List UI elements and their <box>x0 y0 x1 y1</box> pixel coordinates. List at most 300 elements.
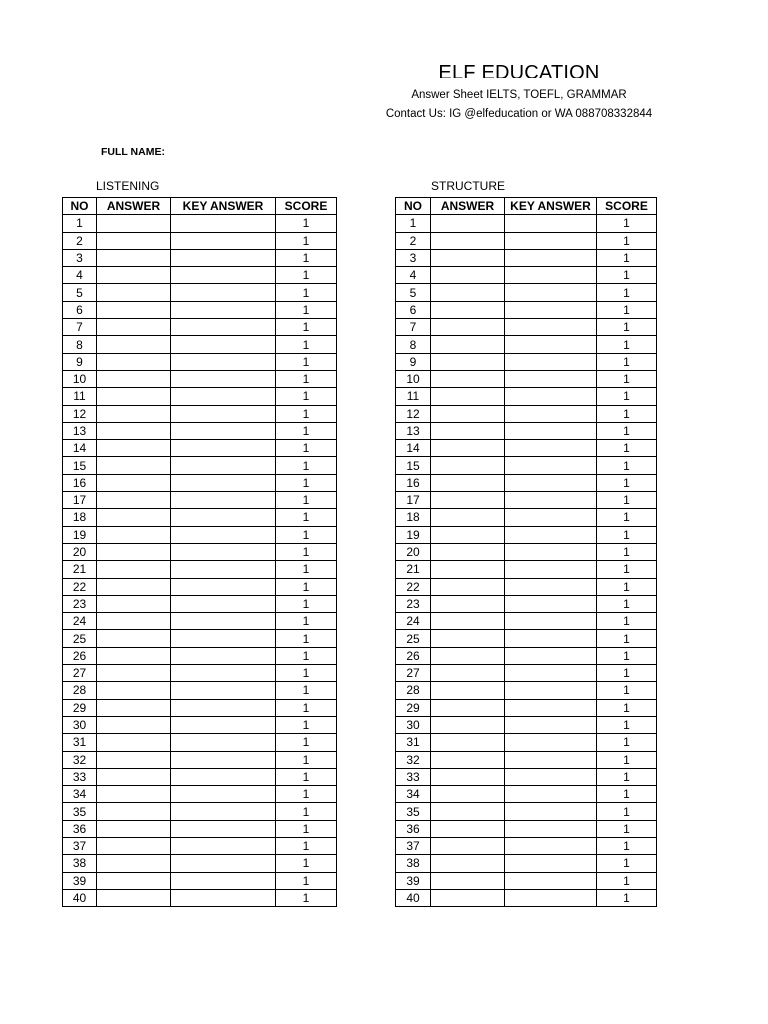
document-subtitle: Answer Sheet IELTS, TOEFL, GRAMMAR <box>411 89 627 101</box>
score-cell: 1 <box>276 665 337 682</box>
table-row <box>396 509 657 526</box>
row-number-cell: 12 <box>63 405 97 422</box>
answer-cell[interactable] <box>431 284 505 301</box>
column-header-no: NO <box>396 198 431 215</box>
answer-cell[interactable] <box>97 803 171 820</box>
table-row <box>396 301 657 318</box>
answer-cell[interactable] <box>431 786 505 803</box>
score-cell: 1 <box>597 855 657 872</box>
answer-cell[interactable] <box>431 889 505 906</box>
table-row <box>63 855 337 872</box>
key-answer-cell[interactable] <box>171 440 276 457</box>
table-row <box>396 405 657 422</box>
row-number-cell: 26 <box>396 647 431 664</box>
answer-cell[interactable] <box>431 267 505 284</box>
answer-cell[interactable] <box>97 768 171 785</box>
answer-cell[interactable] <box>431 820 505 837</box>
score-cell: 1 <box>276 336 337 353</box>
row-number-cell: 29 <box>63 699 97 716</box>
row-number-cell: 8 <box>63 336 97 353</box>
table-row <box>396 647 657 664</box>
score-cell: 1 <box>597 889 657 906</box>
row-number-cell: 28 <box>63 682 97 699</box>
table-header-row <box>63 198 337 215</box>
answer-cell[interactable] <box>97 370 171 387</box>
answer-cell[interactable] <box>431 474 505 491</box>
table-row <box>63 284 337 301</box>
answer-cell[interactable] <box>431 543 505 560</box>
table-row <box>63 665 337 682</box>
table-row <box>63 492 337 509</box>
answer-cell[interactable] <box>97 526 171 543</box>
score-cell: 1 <box>276 492 337 509</box>
answer-cell[interactable] <box>97 630 171 647</box>
column-header-score: SCORE <box>597 198 657 215</box>
table-row <box>63 301 337 318</box>
key-answer-cell[interactable] <box>171 820 276 837</box>
answer-cell[interactable] <box>431 561 505 578</box>
answer-cell[interactable] <box>97 647 171 664</box>
table-row <box>63 509 337 526</box>
key-answer-cell[interactable] <box>505 803 597 820</box>
row-number-cell: 32 <box>396 751 431 768</box>
answer-cell[interactable] <box>431 682 505 699</box>
table-row <box>396 215 657 232</box>
answer-cell[interactable] <box>431 595 505 612</box>
score-cell: 1 <box>276 613 337 630</box>
table-row <box>63 595 337 612</box>
score-cell: 1 <box>276 370 337 387</box>
key-answer-cell[interactable] <box>505 215 597 232</box>
key-answer-cell[interactable] <box>505 561 597 578</box>
table-row <box>396 457 657 474</box>
answer-cell[interactable] <box>97 734 171 751</box>
table-row <box>396 267 657 284</box>
key-answer-cell[interactable] <box>171 422 276 439</box>
key-answer-cell[interactable] <box>171 543 276 560</box>
answer-cell[interactable] <box>97 872 171 889</box>
row-number-cell: 32 <box>63 751 97 768</box>
key-answer-cell[interactable] <box>171 578 276 595</box>
answer-cell[interactable] <box>431 647 505 664</box>
key-answer-cell[interactable] <box>505 284 597 301</box>
score-cell: 1 <box>276 215 337 232</box>
table-row <box>63 647 337 664</box>
answer-cell[interactable] <box>97 682 171 699</box>
answer-cell[interactable] <box>97 613 171 630</box>
answer-cell[interactable] <box>97 716 171 733</box>
table-row <box>63 682 337 699</box>
table-row <box>396 543 657 560</box>
row-number-cell: 35 <box>396 803 431 820</box>
answer-cell[interactable] <box>431 613 505 630</box>
key-answer-cell[interactable] <box>505 232 597 249</box>
score-cell: 1 <box>276 543 337 560</box>
score-cell: 1 <box>597 734 657 751</box>
key-answer-cell[interactable] <box>505 474 597 491</box>
table-row <box>63 578 337 595</box>
table-row <box>63 630 337 647</box>
table-row <box>396 440 657 457</box>
score-cell: 1 <box>597 630 657 647</box>
answer-cell[interactable] <box>431 370 505 387</box>
key-answer-cell[interactable] <box>171 215 276 232</box>
table-row <box>396 613 657 630</box>
answer-cell[interactable] <box>431 232 505 249</box>
table-row <box>396 353 657 370</box>
answer-cell[interactable] <box>97 267 171 284</box>
score-cell: 1 <box>276 457 337 474</box>
row-number-cell: 10 <box>396 370 431 387</box>
key-answer-cell[interactable] <box>171 647 276 664</box>
score-cell: 1 <box>276 630 337 647</box>
key-answer-cell[interactable] <box>505 734 597 751</box>
key-answer-cell[interactable] <box>171 388 276 405</box>
key-answer-cell[interactable] <box>505 889 597 906</box>
row-number-cell: 33 <box>63 768 97 785</box>
table-row <box>396 526 657 543</box>
answer-cell[interactable] <box>97 284 171 301</box>
answer-cell[interactable] <box>97 232 171 249</box>
answer-cell[interactable] <box>431 457 505 474</box>
row-number-cell: 24 <box>63 613 97 630</box>
key-answer-cell[interactable] <box>171 872 276 889</box>
table-row <box>396 388 657 405</box>
answer-cell[interactable] <box>97 440 171 457</box>
row-number-cell: 7 <box>396 319 431 336</box>
key-answer-cell[interactable] <box>505 872 597 889</box>
answer-cell[interactable] <box>431 319 505 336</box>
table-row <box>63 768 337 785</box>
table-row <box>63 837 337 854</box>
table-row <box>63 319 337 336</box>
table-row <box>396 474 657 491</box>
answer-cell[interactable] <box>97 751 171 768</box>
key-answer-cell[interactable] <box>505 768 597 785</box>
score-cell: 1 <box>597 474 657 491</box>
score-cell: 1 <box>276 232 337 249</box>
answer-cell[interactable] <box>431 578 505 595</box>
table-row <box>63 751 337 768</box>
score-cell: 1 <box>276 422 337 439</box>
score-cell: 1 <box>597 319 657 336</box>
answer-cell[interactable] <box>97 855 171 872</box>
key-answer-cell[interactable] <box>171 492 276 509</box>
key-answer-cell[interactable] <box>505 526 597 543</box>
row-number-cell: 22 <box>396 578 431 595</box>
row-number-cell: 2 <box>63 232 97 249</box>
score-cell: 1 <box>597 422 657 439</box>
answer-cell[interactable] <box>97 561 171 578</box>
table-row <box>396 492 657 509</box>
answer-cell[interactable] <box>97 301 171 318</box>
score-cell: 1 <box>276 353 337 370</box>
answer-cell[interactable] <box>97 578 171 595</box>
table-row <box>396 820 657 837</box>
key-answer-cell[interactable] <box>505 440 597 457</box>
key-answer-cell[interactable] <box>171 249 276 266</box>
key-answer-cell[interactable] <box>171 699 276 716</box>
table-row <box>63 422 337 439</box>
row-number-cell: 16 <box>63 474 97 491</box>
row-number-cell: 22 <box>63 578 97 595</box>
row-number-cell: 12 <box>396 405 431 422</box>
row-number-cell: 4 <box>63 267 97 284</box>
key-answer-cell[interactable] <box>505 492 597 509</box>
answer-cell[interactable] <box>97 492 171 509</box>
contact-info: Contact Us: IG @elfeducation or WA 088708332844 <box>385 108 653 120</box>
listening-answer-table <box>62 197 337 907</box>
table-row <box>396 803 657 820</box>
table-row <box>63 699 337 716</box>
answer-cell[interactable] <box>97 595 171 612</box>
answer-cell[interactable] <box>431 872 505 889</box>
table-row <box>63 820 337 837</box>
table-row <box>63 370 337 387</box>
row-number-cell: 23 <box>63 595 97 612</box>
score-cell: 1 <box>597 249 657 266</box>
answer-cell[interactable] <box>97 249 171 266</box>
answer-cell[interactable] <box>431 422 505 439</box>
key-answer-cell[interactable] <box>171 232 276 249</box>
key-answer-cell[interactable] <box>171 716 276 733</box>
key-answer-cell[interactable] <box>505 837 597 854</box>
answer-cell[interactable] <box>431 855 505 872</box>
score-cell: 1 <box>276 267 337 284</box>
table-row <box>396 284 657 301</box>
key-answer-cell[interactable] <box>171 751 276 768</box>
key-answer-cell[interactable] <box>171 319 276 336</box>
score-cell: 1 <box>597 543 657 560</box>
table-row <box>63 803 337 820</box>
answer-cell[interactable] <box>431 388 505 405</box>
row-number-cell: 39 <box>396 872 431 889</box>
key-answer-cell[interactable] <box>505 630 597 647</box>
answer-cell[interactable] <box>97 543 171 560</box>
score-cell: 1 <box>597 699 657 716</box>
answer-cell[interactable] <box>97 353 171 370</box>
key-answer-cell[interactable] <box>505 353 597 370</box>
score-cell: 1 <box>597 872 657 889</box>
listening-section-title: LISTENING <box>96 179 160 193</box>
table-row <box>63 872 337 889</box>
key-answer-cell[interactable] <box>505 543 597 560</box>
key-answer-cell[interactable] <box>171 855 276 872</box>
table-row <box>396 336 657 353</box>
row-number-cell: 36 <box>63 820 97 837</box>
table-row <box>396 855 657 872</box>
row-number-cell: 3 <box>63 249 97 266</box>
answer-cell[interactable] <box>97 388 171 405</box>
key-answer-cell[interactable] <box>505 716 597 733</box>
answer-cell[interactable] <box>431 768 505 785</box>
key-answer-cell[interactable] <box>171 786 276 803</box>
row-number-cell: 34 <box>63 786 97 803</box>
answer-cell[interactable] <box>97 215 171 232</box>
score-cell: 1 <box>276 682 337 699</box>
key-answer-cell[interactable] <box>505 786 597 803</box>
key-answer-cell[interactable] <box>171 509 276 526</box>
key-answer-cell[interactable] <box>171 457 276 474</box>
score-cell: 1 <box>597 837 657 854</box>
key-answer-cell[interactable] <box>171 561 276 578</box>
row-number-cell: 10 <box>63 370 97 387</box>
answer-cell[interactable] <box>97 699 171 716</box>
row-number-cell: 18 <box>63 509 97 526</box>
key-answer-cell[interactable] <box>171 595 276 612</box>
key-answer-cell[interactable] <box>171 526 276 543</box>
answer-cell[interactable] <box>431 803 505 820</box>
table-row <box>396 319 657 336</box>
answer-cell[interactable] <box>431 301 505 318</box>
answer-cell[interactable] <box>431 215 505 232</box>
row-number-cell: 40 <box>396 889 431 906</box>
table-row <box>63 405 337 422</box>
answer-cell[interactable] <box>97 837 171 854</box>
score-cell: 1 <box>276 319 337 336</box>
key-answer-cell[interactable] <box>171 682 276 699</box>
key-answer-cell[interactable] <box>505 509 597 526</box>
key-answer-cell[interactable] <box>505 267 597 284</box>
table-row <box>63 232 337 249</box>
key-answer-cell[interactable] <box>505 613 597 630</box>
score-cell: 1 <box>276 405 337 422</box>
answer-cell[interactable] <box>431 699 505 716</box>
answer-cell[interactable] <box>97 336 171 353</box>
document-title: ELF EDUCATION <box>438 62 600 78</box>
score-cell: 1 <box>597 768 657 785</box>
answer-cell[interactable] <box>431 440 505 457</box>
answer-cell[interactable] <box>431 734 505 751</box>
table-row <box>63 786 337 803</box>
key-answer-cell[interactable] <box>171 405 276 422</box>
row-number-cell: 25 <box>63 630 97 647</box>
row-number-cell: 16 <box>396 474 431 491</box>
key-answer-cell[interactable] <box>171 665 276 682</box>
row-number-cell: 1 <box>396 215 431 232</box>
key-answer-cell[interactable] <box>505 457 597 474</box>
score-cell: 1 <box>597 215 657 232</box>
table-row <box>396 682 657 699</box>
table-row <box>63 543 337 560</box>
answer-cell[interactable] <box>431 509 505 526</box>
table-row <box>396 422 657 439</box>
key-answer-cell[interactable] <box>171 768 276 785</box>
key-answer-cell[interactable] <box>171 301 276 318</box>
answer-cell[interactable] <box>97 319 171 336</box>
key-answer-cell[interactable] <box>171 336 276 353</box>
row-number-cell: 25 <box>396 630 431 647</box>
table-row <box>396 889 657 906</box>
key-answer-cell[interactable] <box>505 699 597 716</box>
key-answer-cell[interactable] <box>505 336 597 353</box>
score-cell: 1 <box>276 716 337 733</box>
answer-cell[interactable] <box>431 837 505 854</box>
key-answer-cell[interactable] <box>505 301 597 318</box>
structure-answer-table <box>395 197 657 907</box>
score-cell: 1 <box>597 716 657 733</box>
row-number-cell: 37 <box>396 837 431 854</box>
key-answer-cell[interactable] <box>505 578 597 595</box>
key-answer-cell[interactable] <box>171 474 276 491</box>
key-answer-cell[interactable] <box>171 370 276 387</box>
answer-cell[interactable] <box>431 336 505 353</box>
answer-cell[interactable] <box>431 716 505 733</box>
score-cell: 1 <box>276 855 337 872</box>
key-answer-cell[interactable] <box>171 734 276 751</box>
answer-cell[interactable] <box>431 405 505 422</box>
answer-cell[interactable] <box>97 457 171 474</box>
row-number-cell: 14 <box>396 440 431 457</box>
key-answer-cell[interactable] <box>505 388 597 405</box>
key-answer-cell[interactable] <box>505 820 597 837</box>
row-number-cell: 19 <box>396 526 431 543</box>
key-answer-cell[interactable] <box>505 319 597 336</box>
answer-cell[interactable] <box>97 665 171 682</box>
key-answer-cell[interactable] <box>171 353 276 370</box>
answer-cell[interactable] <box>431 249 505 266</box>
key-answer-cell[interactable] <box>505 665 597 682</box>
answer-cell[interactable] <box>97 422 171 439</box>
answer-cell[interactable] <box>431 665 505 682</box>
answer-cell[interactable] <box>97 405 171 422</box>
table-row <box>63 353 337 370</box>
table-row <box>396 786 657 803</box>
answer-cell[interactable] <box>97 509 171 526</box>
table-row <box>396 578 657 595</box>
row-number-cell: 31 <box>63 734 97 751</box>
row-number-cell: 17 <box>63 492 97 509</box>
row-number-cell: 30 <box>63 716 97 733</box>
row-number-cell: 15 <box>63 457 97 474</box>
key-answer-cell[interactable] <box>505 682 597 699</box>
row-number-cell: 28 <box>396 682 431 699</box>
answer-cell[interactable] <box>431 751 505 768</box>
key-answer-cell[interactable] <box>171 837 276 854</box>
row-number-cell: 23 <box>396 595 431 612</box>
key-answer-cell[interactable] <box>505 751 597 768</box>
score-cell: 1 <box>597 578 657 595</box>
answer-cell[interactable] <box>431 353 505 370</box>
score-cell: 1 <box>597 457 657 474</box>
key-answer-cell[interactable] <box>171 630 276 647</box>
key-answer-cell[interactable] <box>171 889 276 906</box>
answer-cell[interactable] <box>97 474 171 491</box>
key-answer-cell[interactable] <box>171 267 276 284</box>
table-row <box>63 215 337 232</box>
key-answer-cell[interactable] <box>505 405 597 422</box>
score-cell: 1 <box>597 336 657 353</box>
key-answer-cell[interactable] <box>505 249 597 266</box>
key-answer-cell[interactable] <box>505 855 597 872</box>
key-answer-cell[interactable] <box>505 422 597 439</box>
row-number-cell: 9 <box>396 353 431 370</box>
answer-cell[interactable] <box>431 630 505 647</box>
row-number-cell: 38 <box>63 855 97 872</box>
key-answer-cell[interactable] <box>171 284 276 301</box>
answer-cell[interactable] <box>97 820 171 837</box>
key-answer-cell[interactable] <box>171 803 276 820</box>
answer-cell[interactable] <box>431 492 505 509</box>
score-cell: 1 <box>597 526 657 543</box>
answer-cell[interactable] <box>97 889 171 906</box>
key-answer-cell[interactable] <box>505 370 597 387</box>
answer-cell[interactable] <box>97 786 171 803</box>
key-answer-cell[interactable] <box>505 647 597 664</box>
key-answer-cell[interactable] <box>171 613 276 630</box>
key-answer-cell[interactable] <box>505 595 597 612</box>
answer-cell[interactable] <box>431 526 505 543</box>
